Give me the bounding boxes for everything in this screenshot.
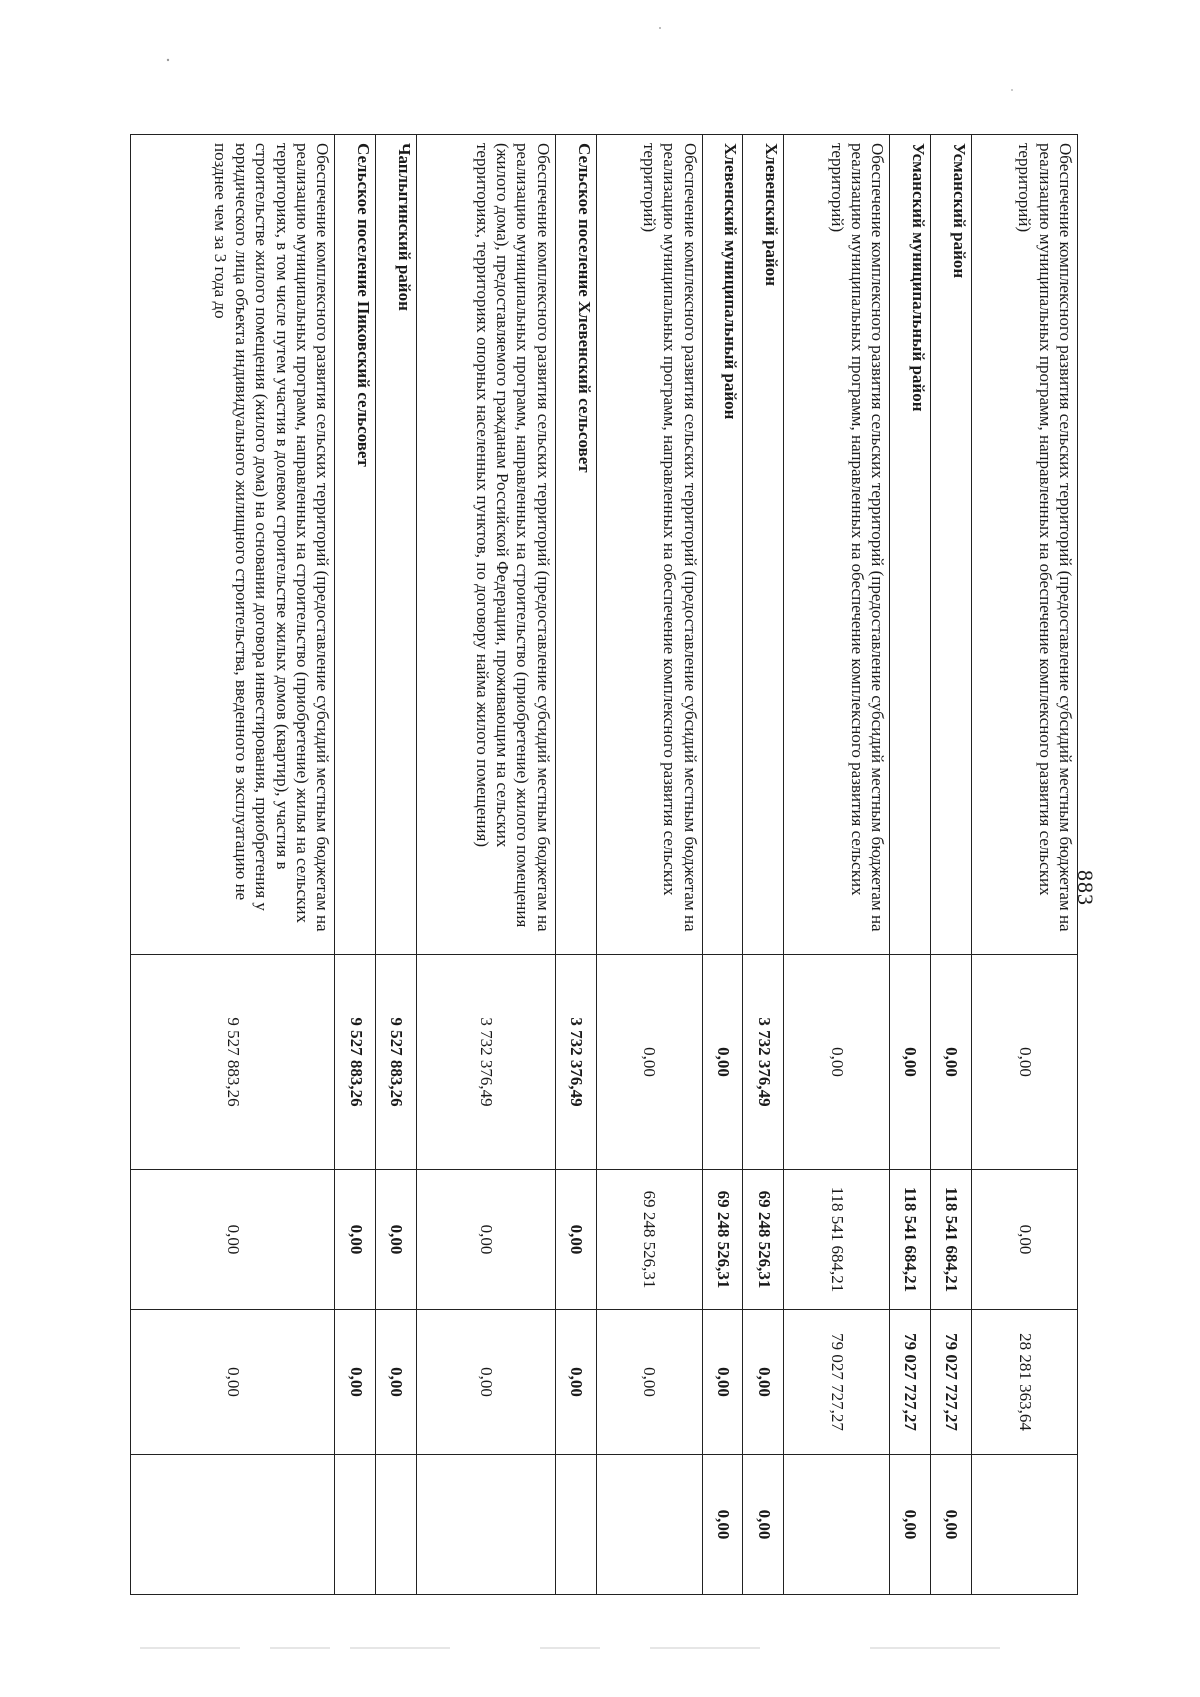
table-row: [131, 135, 335, 1595]
row-value-3: 0,00: [702, 1310, 743, 1455]
row-value-2: 69 248 526,31: [702, 1170, 743, 1310]
row-value-4: 0,00: [743, 1455, 784, 1595]
table-row: [335, 135, 376, 1595]
table-row: [555, 135, 596, 1595]
row-value-1: 0,00: [890, 955, 931, 1170]
row-description: Усманский муниципальный район: [890, 135, 931, 955]
row-value-3: 79 027 727,27: [784, 1310, 890, 1455]
table-row: [596, 135, 702, 1595]
row-value-1: 0,00: [702, 955, 743, 1170]
row-value-1: 9 527 883,26: [335, 955, 376, 1170]
row-value-1: 0,00: [784, 955, 890, 1170]
row-value-3: 28 281 363,64: [971, 1310, 1077, 1455]
row-value-3: 0,00: [555, 1310, 596, 1455]
row-value-4: 0,00: [931, 1455, 972, 1595]
row-value-1: 0,00: [971, 955, 1077, 1170]
row-value-1: 0,00: [596, 955, 702, 1170]
page-number: 883: [1073, 870, 1098, 906]
row-value-4: 0,00: [890, 1455, 931, 1595]
row-value-2: 69 248 526,31: [596, 1170, 702, 1310]
row-value-4: [335, 1455, 376, 1595]
table-row: [376, 135, 417, 1595]
row-value-3: 0,00: [131, 1310, 335, 1455]
table-row: [784, 135, 890, 1595]
row-value-3: 0,00: [335, 1310, 376, 1455]
row-description: Обеспечение комплексного развития сельских территорий (предоставление субсидий местным бюджетам на реализацию муниципальных программ, направленных на обеспечение комплексного развития сельских территорий): [784, 135, 890, 955]
row-value-2: 0,00: [971, 1170, 1077, 1310]
row-value-1: 3 732 376,49: [555, 955, 596, 1170]
row-value-1: 3 732 376,49: [416, 955, 555, 1170]
table-row: [702, 135, 743, 1595]
budget-table-rotated: [130, 134, 1078, 1594]
row-value-2: 118 541 684,21: [890, 1170, 931, 1310]
row-description: Хлевенский муниципальный район: [702, 135, 743, 955]
row-description: Сельское поселение Хлевенский сельсовет: [555, 135, 596, 955]
row-value-1: 9 527 883,26: [376, 955, 417, 1170]
row-description: Сельское поселение Пиковский сельсовет: [335, 135, 376, 955]
table-row: [416, 135, 555, 1595]
row-value-4: [376, 1455, 417, 1595]
row-value-1: 3 732 376,49: [743, 955, 784, 1170]
row-value-1: 0,00: [931, 955, 972, 1170]
row-value-4: [555, 1455, 596, 1595]
row-description: Обеспечение комплексного развития сельских территорий (предоставление субсидий местным бюджетам на реализацию муниципальных программ, направленных на обеспечение комплексного развития сельских территорий): [596, 135, 702, 955]
row-value-3: 79 027 727,27: [890, 1310, 931, 1455]
row-description: Обеспечение комплексного развития сельских территорий (предоставление субсидий местным бюджетам на реализацию муниципальных программ, направленных на строительство (приобретение) жилого помещения (жилого дома), предоставляемого гражданам Российской Федерации, проживающим на сельских территориях, территориях опорных населенных пунктов, по договору найма жилого помещения): [416, 135, 555, 955]
row-description: Обеспечение комплексного развития сельских территорий (предоставление субсидий местным бюджетам на реализацию муниципальных программ, направленных на строительство (приобретение) жилья на сельских территориях, в том числе путем участия в долевом строительстве жилых домов (квартир), участия в строительстве жилого помещения (жилого дома) на основании договора инвестирования, приобретения у юридического лица объекта индивидуального жилищного строительства, введенного в эксплуатацию не позднее чем за 3 года до: [131, 135, 335, 955]
row-value-2: 0,00: [376, 1170, 417, 1310]
row-value-2: 69 248 526,31: [743, 1170, 784, 1310]
row-value-4: [416, 1455, 555, 1595]
row-value-3: 79 027 727,27: [931, 1310, 972, 1455]
row-value-4: [131, 1455, 335, 1595]
row-description: Чаплыгинский район: [376, 135, 417, 955]
row-description: Хлевенский район: [743, 135, 784, 955]
table-row: [971, 135, 1077, 1595]
row-value-3: 0,00: [376, 1310, 417, 1455]
row-value-3: 0,00: [743, 1310, 784, 1455]
table-row: [931, 135, 972, 1595]
row-value-2: 118 541 684,21: [784, 1170, 890, 1310]
row-value-2: 118 541 684,21: [931, 1170, 972, 1310]
table-row: [743, 135, 784, 1595]
row-value-2: 0,00: [335, 1170, 376, 1310]
table-row: [890, 135, 931, 1595]
row-value-4: [971, 1455, 1077, 1595]
row-value-4: [596, 1455, 702, 1595]
row-value-2: 0,00: [416, 1170, 555, 1310]
row-value-3: 0,00: [416, 1310, 555, 1455]
row-value-4: [784, 1455, 890, 1595]
row-value-4: 0,00: [702, 1455, 743, 1595]
row-description: Обеспечение комплексного развития сельских территорий (предоставление субсидий местным бюджетам на реализацию муниципальных программ, направленных на обеспечение комплексного развития сельских территорий): [971, 135, 1077, 955]
row-value-3: 0,00: [596, 1310, 702, 1455]
row-value-1: 9 527 883,26: [131, 955, 335, 1170]
row-value-2: 0,00: [131, 1170, 335, 1310]
row-description: Усманский район: [931, 135, 972, 955]
row-value-2: 0,00: [555, 1170, 596, 1310]
table-body: [131, 135, 1078, 1595]
budget-table: [130, 134, 1078, 1595]
